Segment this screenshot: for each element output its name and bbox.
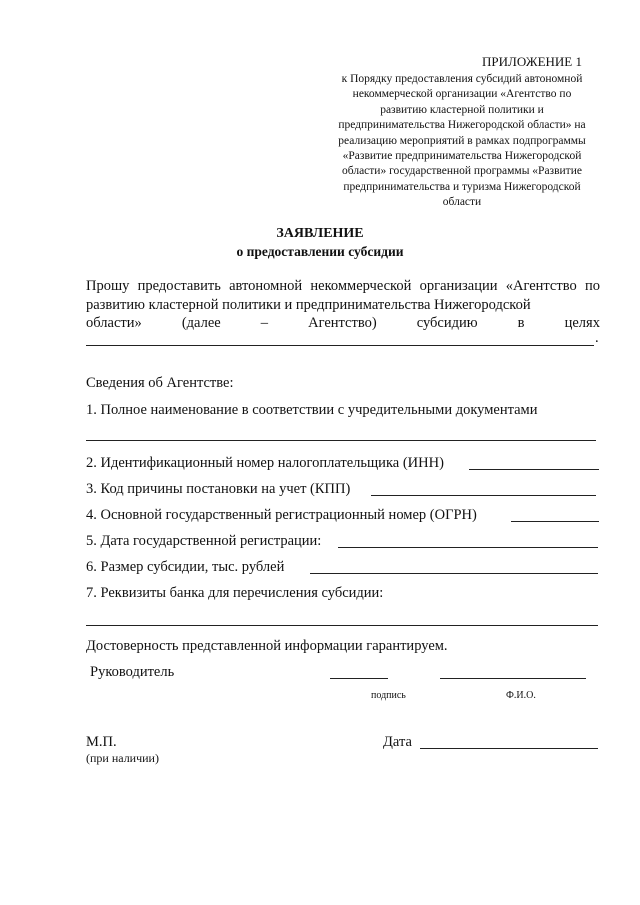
appendix-line: «Развитие предпринимательства Нижегородской bbox=[342, 150, 582, 163]
item-inn-label: 2. Идентификационный номер налогоплательщика (ИНН) bbox=[86, 455, 444, 471]
full-name-field[interactable] bbox=[86, 426, 596, 441]
signature-field[interactable] bbox=[330, 664, 388, 679]
kpp-field[interactable] bbox=[371, 481, 596, 496]
stamp-label: М.П. bbox=[86, 734, 117, 750]
appendix-line: реализацию мероприятий в рамках подпрограммы bbox=[338, 134, 586, 147]
request-word: Агентство) bbox=[308, 315, 377, 331]
request-word: целях bbox=[564, 315, 600, 331]
appendix-line: области bbox=[442, 196, 482, 209]
item-reg-date-label: 5. Дата государственной регистрации: bbox=[86, 533, 322, 549]
bank-details-field[interactable] bbox=[86, 611, 598, 626]
subsidy-amount-field[interactable] bbox=[310, 559, 598, 574]
request-word: (далее bbox=[181, 315, 221, 331]
date-label: Дата bbox=[383, 734, 412, 750]
request-text: Прошу предоставить автономной некоммерческой организации «Агентство по развитию кластерной политики и предпринимательства Нижегородской bbox=[86, 278, 600, 313]
appendix-line: области» государственной программы «Развитие bbox=[342, 165, 582, 178]
name-caption: Ф.И.О. bbox=[506, 690, 536, 701]
request-word: субсидию bbox=[416, 315, 478, 331]
signature-caption: подпись bbox=[371, 690, 406, 701]
appendix-reference bbox=[312, 72, 612, 211]
appendix-line: развитию кластерной политики и bbox=[380, 103, 544, 116]
full-name-signature-field[interactable] bbox=[440, 664, 586, 679]
appendix-line: предпринимательства Нижегородской области» на bbox=[338, 119, 586, 132]
purpose-end-mark: . bbox=[595, 330, 599, 346]
stamp-note: (при наличии) bbox=[86, 751, 159, 765]
ogrn-field[interactable] bbox=[511, 507, 599, 522]
item-subsidy-amount-label: 6. Размер субсидии, тыс. рублей bbox=[86, 559, 285, 575]
request-word: в bbox=[517, 315, 525, 331]
appendix-line: некоммерческой организации «Агентство по bbox=[352, 88, 572, 101]
item-ogrn-label: 4. Основной государственный регистрационный номер (ОГРН) bbox=[86, 507, 477, 523]
request-last-line bbox=[86, 315, 600, 332]
item-full-name-label: 1. Полное наименование в соответствии с учредительными документами bbox=[86, 402, 538, 418]
item-bank-details-label: 7. Реквизиты банка для перечисления субсидии: bbox=[86, 585, 384, 601]
item-kpp-label: 3. Код причины постановки на учет (КПП) bbox=[86, 481, 351, 497]
inn-field[interactable] bbox=[469, 455, 599, 470]
document-title: ЗАЯВЛЕНИЕ bbox=[276, 226, 364, 241]
document-subtitle: о предоставлении субсидии bbox=[236, 244, 404, 259]
signatory-role: Руководитель bbox=[90, 664, 175, 680]
date-field[interactable] bbox=[420, 734, 598, 749]
request-word: области» bbox=[86, 315, 142, 331]
appendix-title: ПРИЛОЖЕНИЕ 1 bbox=[482, 54, 582, 69]
appendix-line: предпринимательства и туризма Нижегородской bbox=[343, 180, 581, 193]
guarantee-text: Достоверность представленной информации гарантируем. bbox=[86, 638, 448, 654]
purpose-field[interactable] bbox=[86, 331, 594, 346]
appendix-line: к Порядку предоставления субсидий автономной bbox=[341, 73, 583, 85]
agency-info-heading: Сведения об Агентстве: bbox=[86, 375, 234, 391]
reg-date-field[interactable] bbox=[338, 533, 598, 548]
request-word: – bbox=[260, 315, 269, 331]
